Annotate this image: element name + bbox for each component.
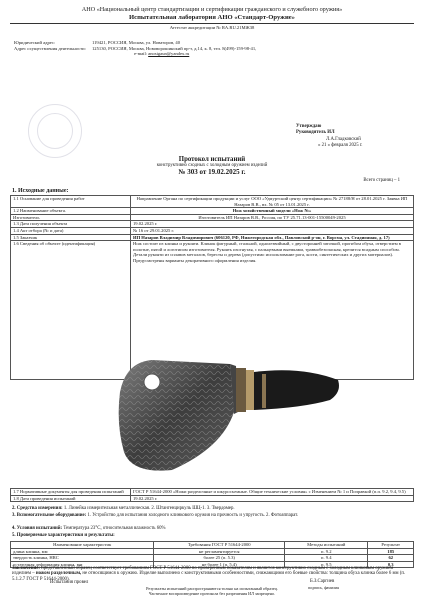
- page-count: Всего страниц – 1: [363, 178, 400, 183]
- activity-address: 125130, РОССИЯ, Москва, Нововорошинский пр-т, д.14, к. 8, тел. 8(499)-159-98-41,: [92, 45, 257, 51]
- approval-name: Л.А.Гладковский: [326, 136, 361, 142]
- section4: 4. Условия испытаний: Температура 23°С, относительная влажность 60%: [12, 526, 166, 531]
- table-row: твердость клинка, HRC более 25 (п. 5.3) п. 9.4 62: [11, 555, 414, 562]
- email: anostgaun@yandex.ru: [148, 51, 190, 57]
- table-row: длина клинка, мм не регламентируется п. 9.2 185: [11, 548, 414, 555]
- table-row: 1.4 Акт отбора (№ и дата) № 16 от 29.01.2025 г.: [11, 227, 414, 234]
- section3: 3. Вспомогательное оборудование: 1. Устройство для испытания холодного клинкового оружия на прочность и упругость. 2. Фотоаппарат.: [12, 513, 299, 518]
- approval-date: « 21 » февраля 2025 г.: [318, 143, 363, 149]
- section1-title: 1. Исходные данные:: [12, 188, 69, 194]
- protocol-document: [10, 6, 414, 596]
- email-label: e-mail:: [134, 51, 148, 57]
- tester-name: Б.З.Саргиев: [310, 579, 335, 584]
- section2: 2. Средства измерения: 1. Линейка измерительная металлическая. 2. Штангенциркуль ШЦ-1. 3. Твердомер.: [12, 506, 235, 511]
- lab-seal: [28, 104, 82, 158]
- conclusion: Заключение: представленный образец соответствует требованиям ГОСТ Р 51644-2000 по проверенным показателям и является конструктивно сходным с холодным клинковым оружием изделием – ножом разделочным, не относящимся к оружию. Изделие выполнено с конструктивными особенностями, снижающими его боевые свойства: толщина обуха клинка более 6 мм (п. 5.1.2.7 ГОСТ Р 51644-2000).: [12, 566, 406, 582]
- table-row: Изготовитель Изготовитель ИП Назаров В.В., Россия, по ТУ 25.71.13-001-15500049-2025: [11, 214, 414, 221]
- knife-photo: [112, 352, 342, 480]
- protocol-subtitle: конструктивно сходных с холодным оружием изделий: [156, 163, 268, 168]
- results-table: [10, 541, 414, 568]
- table-row: остаточная деформация клинка, мм не более 1 (п. 5.4) п. 9.5 0,3: [11, 561, 414, 568]
- footer: [10, 586, 414, 596]
- table-header: Наименование характеристик Требования ГОСТ Р 51644-2000 Методы испытаний Результат: [11, 542, 414, 549]
- norms-table: [10, 488, 414, 502]
- legal-address-label: Юридический адрес:: [14, 40, 56, 45]
- footer-line1: Результаты испытаний распространяются только на испытанный образец.: [146, 586, 278, 591]
- table-row: 1.3 Дата получения объекта 19.02.2025 г.: [11, 221, 414, 228]
- approval-role: Руководитель ИЛ: [296, 130, 335, 136]
- protocol-number: № 303 от 19.02.2025 г.: [178, 168, 246, 176]
- legal-address: 119421, РОССИЯ, Москва, ул. Новаторов, 40: [92, 40, 181, 45]
- table-row: 1.6 Сведения об объекте (идентификация) Нож состоит из клинка и рукояти. Клинок фигурный, стальной, однолезвийный, с двусторонней заточкой, прогибом обуха, отверстием в полотне, пятой и логотипом изготовителя. Рукоять изогнутая, с пальцевыми выемками, травмобезопасная, крепится всадным способом. Детали рукояти из сплавов металлов, бересты и дерева (допустимо использование рога, кости, синтетических и других материалов). Предусмотрены варианты декоративного оформления изделия.: [11, 241, 414, 380]
- lab-name: Испытательная лаборатория АНО «Стандарт-Оружие»: [129, 13, 295, 21]
- organization-name: АНО «Национальный центр стандартизации и сертификации гражданского и служебного оружия»: [81, 6, 343, 13]
- table-row: 1.2 Наименование объекта. Нож хозяйственный модели «Нож №»: [11, 208, 414, 215]
- table-row: 1.8 Дата проведения испытаний 19.02.2025 г.: [11, 495, 414, 502]
- table-row: 1.7 Нормативные документы для проведения испытаний ГОСТ Р 51644-2000 «Ножи разделочные и шкуросъемные. Общие технические условия» с Изменением № 1 и Поправкой (п.п. 9.2, 9.4, 9.5): [11, 489, 414, 496]
- accreditation: Аттестат аккредитации № RA.RU.21МЖ38: [169, 24, 255, 30]
- signature-caption: подпись, фамилия: [308, 585, 339, 590]
- tester-label: Испытания провел: [50, 580, 89, 585]
- footer-line2: Частичное воспроизведение протокола без разрешения ИЛ запрещено.: [148, 591, 276, 596]
- approval-title: Утверждаю: [296, 124, 322, 129]
- approval-block: [296, 124, 406, 150]
- header-divider: [10, 23, 414, 24]
- activity-address-label: Адрес осуществления деятельности:: [14, 45, 86, 51]
- table-row: 1.1 Основание для проведения работ Направление Органа по сертификации продукции и услуг ООО «Удмуртский центр сертификации» № 27188/Н от 28.01.2025 г. Заявка ИП Назаров В.В., вх. № 05 от 13.01.2025 г.: [11, 196, 414, 208]
- section5-title: 5. Проверяемые характеристики и результаты:: [12, 533, 115, 538]
- table-row: 1.5 Заказчик ИП Назаров Владимир Владимирович (606120, РФ, Нижегородская обл., Павловский р-он, г. Ворсма, ул. Стадионная, д. 17): [11, 234, 414, 241]
- protocol-title: Протокол испытаний: [178, 156, 246, 163]
